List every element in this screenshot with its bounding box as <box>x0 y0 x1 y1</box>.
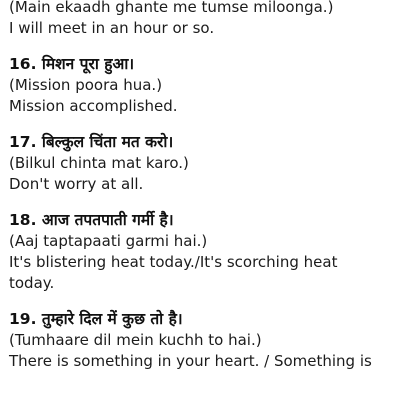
entry-heading: 18. आज तपतपाती गर्मी है। <box>9 211 174 229</box>
entry-translation: There is something in your heart. / Something is <box>9 352 372 370</box>
entry-17 <box>9 132 400 195</box>
entry-heading: 16. मिशन पूरा हुआ। <box>9 55 135 73</box>
entry-18 <box>9 210 400 294</box>
top-translation-line: I will meet in an hour or so. <box>9 19 215 37</box>
entry-19 <box>9 309 400 372</box>
entry-romanized: (Bilkul chinta mat karo.) <box>9 154 189 172</box>
entry-heading: 19. तुम्हारे दिल में कुछ तो है। <box>9 310 183 328</box>
entry-translation: Mission accomplished. <box>9 97 178 115</box>
entry-romanized: (Aaj taptapaati garmi hai.) <box>9 232 208 250</box>
top-romanized-line: (Main ekaadh ghante me tumse miloonga.) <box>9 0 334 16</box>
entry-translation: It's blistering heat today./It's scorching heat <box>9 253 338 271</box>
phrase-list-page <box>9 0 400 372</box>
entry-romanized: (Mission poora hua.) <box>9 76 163 94</box>
entry-16 <box>9 54 400 117</box>
entry-heading: 17. बिल्कुल चिंता मत करो। <box>9 133 174 151</box>
entry-romanized: (Tumhaare dil mein kuchh to hai.) <box>9 331 262 349</box>
entry-translation: Don't worry at all. <box>9 175 144 193</box>
entry-translation-continued: today. <box>9 274 55 292</box>
